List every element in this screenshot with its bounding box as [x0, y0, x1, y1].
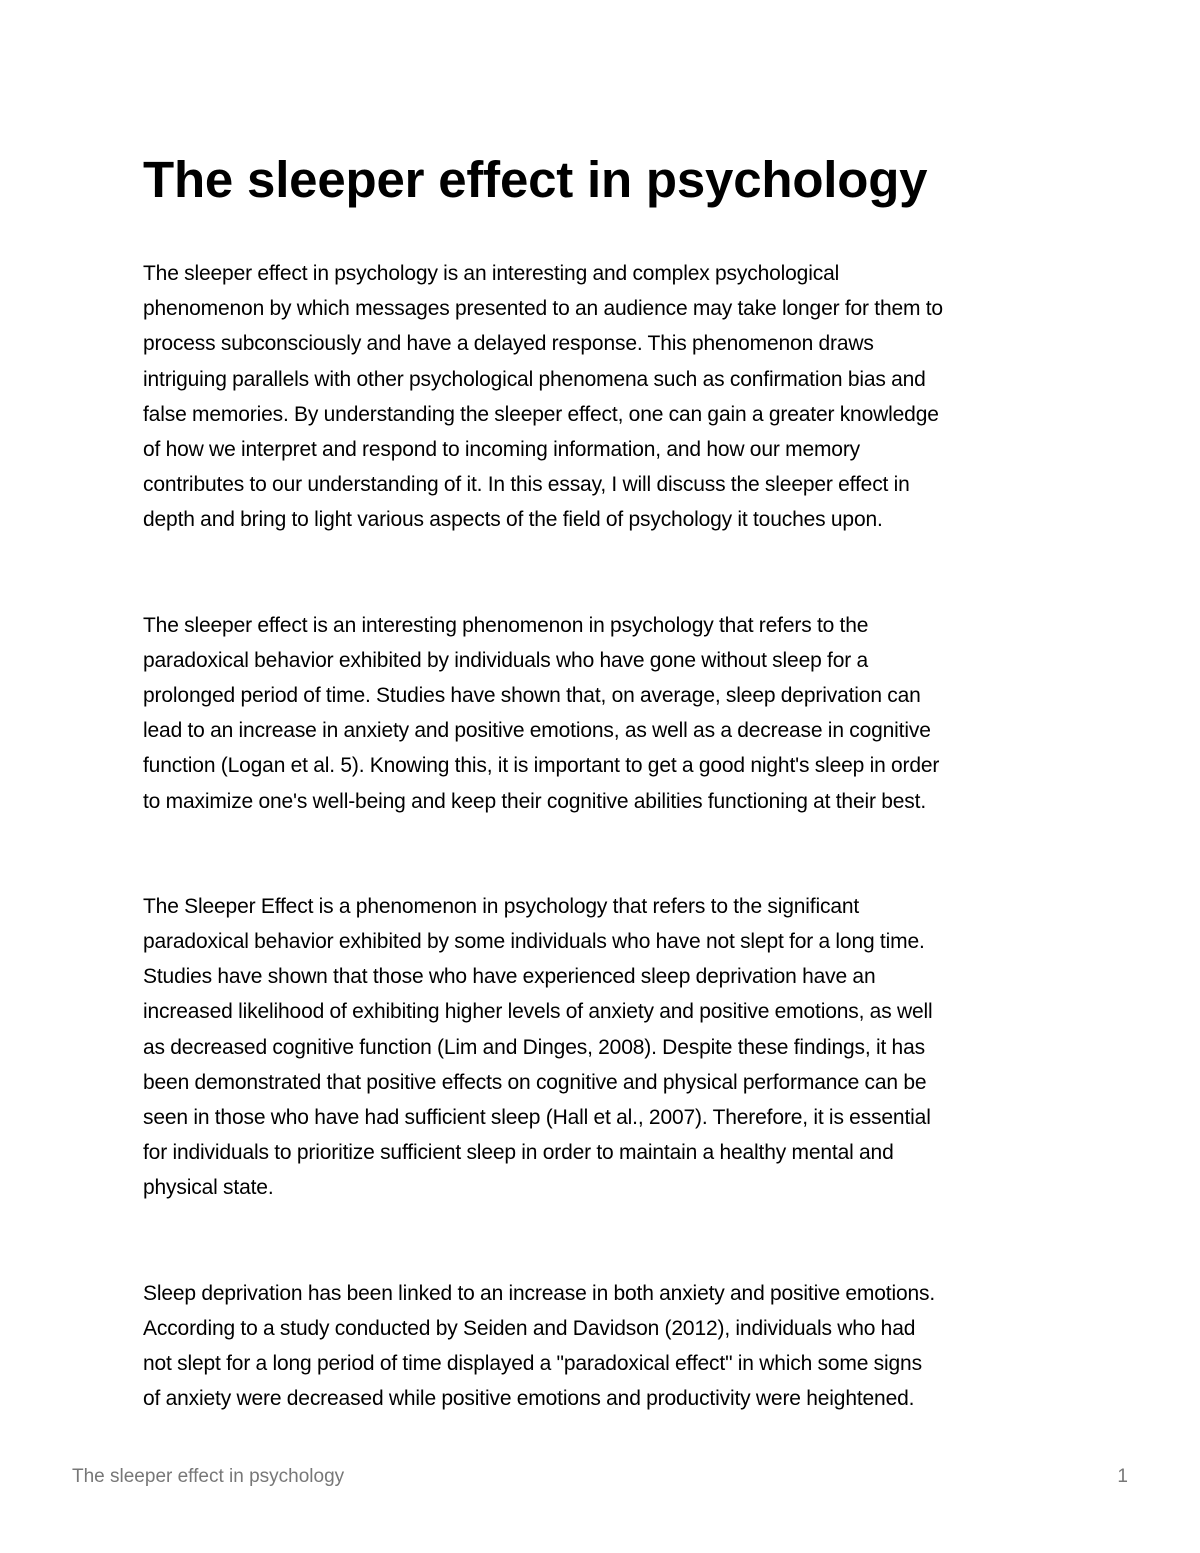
paragraph-line: not slept for a long period of time displayed a "paradoxical effect" in which some signs: [143, 1352, 922, 1376]
paragraph-line: increased likelihood of exhibiting higher levels of anxiety and positive emotions, as well: [143, 1000, 933, 1024]
paragraph-line: paradoxical behavior exhibited by some individuals who have not slept for a long time.: [143, 930, 925, 954]
paragraph: [143, 1276, 1073, 1417]
paragraph-line: of anxiety were decreased while positive emotions and productivity were heightened.: [143, 1387, 915, 1411]
paragraph-list: [143, 256, 1073, 1416]
paragraph-line: prolonged period of time. Studies have shown that, on average, sleep deprivation can: [143, 684, 921, 708]
footer-document-title: The sleeper effect in psychology: [72, 1466, 345, 1487]
paragraph-line: The sleeper effect is an interesting phenomenon in psychology that refers to the: [143, 613, 869, 637]
paragraph-line: Sleep deprivation has been linked to an increase in both anxiety and positive emotions.: [143, 1281, 936, 1305]
paragraph-line: for individuals to prioritize sufficient sleep in order to maintain a healthy mental and: [143, 1141, 894, 1165]
paragraph-line: lead to an increase in anxiety and positive emotions, as well as a decrease in cognitive: [143, 719, 931, 743]
paragraph-line: contributes to our understanding of it. In this essay, I will discuss the sleeper effect in: [143, 473, 910, 497]
paragraph-line: function (Logan et al. 5). Knowing this, it is important to get a good night's sleep in order: [143, 754, 940, 778]
paragraph-line: Studies have shown that those who have experienced sleep deprivation have an: [143, 965, 876, 989]
paragraph-line: physical state.: [143, 1176, 274, 1200]
document-body: [143, 148, 1073, 1416]
paragraph-line: According to a study conducted by Seiden and Davidson (2012), individuals who had: [143, 1316, 916, 1340]
paragraph-line: intriguing parallels with other psychological phenomena such as confirmation bias and: [143, 367, 926, 391]
paragraph-line: paradoxical behavior exhibited by individuals who have gone without sleep for a: [143, 648, 868, 672]
paragraph-line: false memories. By understanding the sleeper effect, one can gain a greater knowledge: [143, 402, 939, 426]
paragraph: [143, 608, 1073, 819]
paragraph-line: seen in those who have had sufficient sleep (Hall et al., 2007). Therefore, it is essential: [143, 1106, 931, 1130]
document-title: The sleeper effect in psychology: [143, 151, 928, 208]
paragraph-line: been demonstrated that positive effects on cognitive and physical performance can be: [143, 1070, 927, 1094]
paragraph-line: of how we interpret and respond to incoming information, and how our memory: [143, 438, 861, 462]
paragraph-line: to maximize one's well-being and keep their cognitive abilities functioning at their best.: [143, 789, 927, 813]
paragraph-line: The sleeper effect in psychology is an interesting and complex psychological: [143, 262, 840, 285]
paragraph-line: depth and bring to light various aspects of the field of psychology it touches upon.: [143, 508, 883, 532]
paragraph-line: The Sleeper Effect is a phenomenon in psychology that refers to the significant: [143, 894, 860, 918]
footer-page-number: 1: [1117, 1466, 1128, 1487]
paragraph-line: process subconsciously and have a delayed response. This phenomenon draws: [143, 332, 874, 356]
paragraph: [143, 889, 1073, 1206]
paragraph-line: phenomenon by which messages presented to an audience may take longer for them to: [143, 297, 943, 321]
paragraph-line: as decreased cognitive function (Lim and Dinges, 2008). Despite these findings, it has: [143, 1035, 925, 1059]
paragraph: [143, 256, 1073, 538]
